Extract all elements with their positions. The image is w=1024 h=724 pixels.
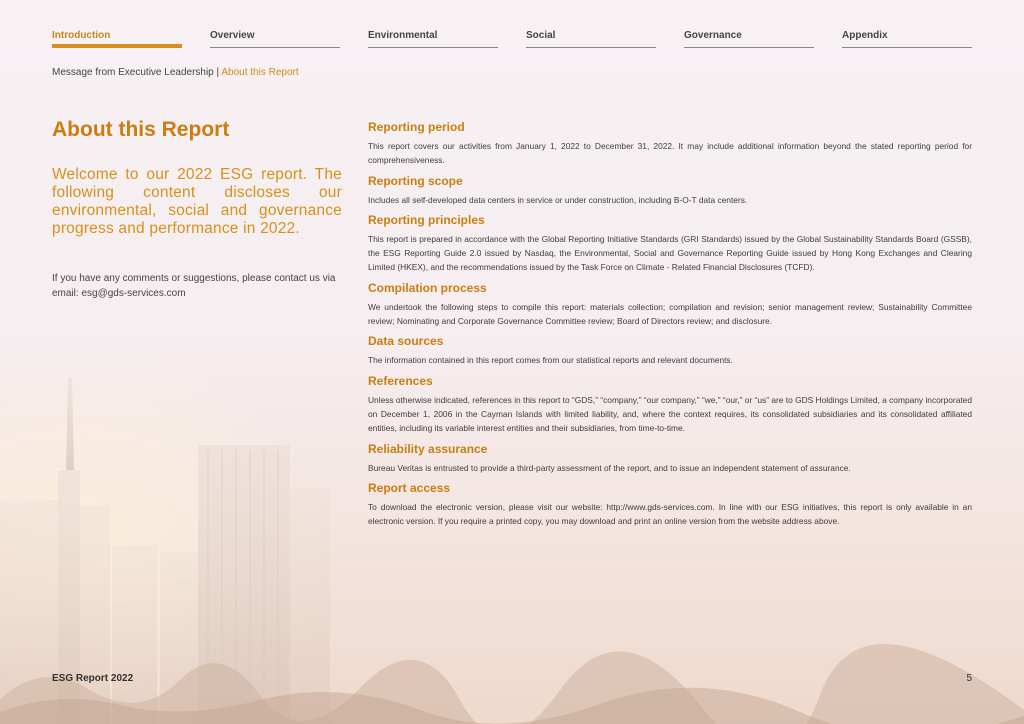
section-heading: Reporting scope — [368, 173, 463, 188]
breadcrumb-parent-link[interactable]: Message from Executive Leadership — [52, 67, 214, 78]
intro-statement: Welcome to our 2022 ESG report. The following content discloses our environmental, social and governance progress and performance in 2022. — [52, 166, 342, 237]
page-number: 5 — [966, 673, 972, 684]
section-body: The information contained in this report comes from our statistical reports and relevant documents. — [368, 355, 733, 366]
section-reporting-period — [368, 120, 972, 168]
section-body: Includes all self-developed data centers in service or under construction, including B-O-T data centers. — [368, 194, 748, 205]
tab-appendix[interactable]: Appendix — [842, 30, 972, 48]
footer-report-name: ESG Report 2022 — [52, 673, 134, 684]
section-body: Unless otherwise indicated, references in this report to “GDS,” “company,” “our company,” “we,” “our,” or “us” are to GDS Holdings Limited, a company incorporated on December 1, 2006 in the Cayman Islands with limited liability, and, where the context requires, its consolidated subsidiaries and its consolidated affiliated entities, including its variable interest entities and their subsidiaries, from time-to-time. — [368, 395, 972, 433]
section-heading: Reporting principles — [368, 213, 485, 228]
contact-note: If you have any comments or suggestions, please contact us via email: esg@gds-services.com — [52, 273, 336, 299]
tab-social[interactable]: Social — [526, 30, 656, 48]
page-title: About this Report — [52, 118, 230, 141]
section-compilation-process — [368, 281, 972, 329]
section-heading: Reliability assurance — [368, 441, 488, 456]
breadcrumb-separator: | — [213, 67, 222, 78]
section-heading: Compilation process — [368, 280, 487, 295]
section-heading: Data sources — [368, 334, 444, 349]
tab-governance[interactable]: Governance — [684, 30, 814, 48]
section-body: We undertook the following steps to compile this report: materials collection; compilation and revision; senior management review; Sustainability Committee review; Nominating and Corporate Governance Committee review; Board of Directors review; and disclosure. — [368, 301, 972, 326]
section-reporting-scope — [368, 174, 972, 208]
tab-environmental[interactable]: Environmental — [368, 30, 498, 48]
section-body: To download the electronic version, please visit our website: http://www.gds-services.com. In line with our ESG initiatives, this report is only available in an electronic version. If you require a printed copy, you may download and print an online version from the website address above. — [368, 502, 972, 527]
section-references — [368, 374, 972, 435]
section-data-sources — [368, 334, 972, 368]
section-heading: Report access — [368, 481, 451, 496]
section-body: This report is prepared in accordance with the Global Reporting Initiative Standards (GRI Standards) issued by the Global Sustainability Standards Board (GSSB), the ESG Reporting Guide 2.0 issued by Nasdaq, the Environmental, Social and Governance Reporting Guide issued by Hong Kong Exchanges and Clearing Limited (HKEX), and the recommendations issued by the Task Force on Climate - Related Financial Disclosures (TCFD). — [368, 234, 972, 272]
section-body: Bureau Veritas is entrusted to provide a third-party assessment of the report, and to issue an independent statement of assurance. — [368, 462, 851, 473]
section-heading: Reporting period — [368, 120, 465, 134]
breadcrumb — [52, 67, 299, 78]
section-body: This report covers our activities from January 1, 2022 to December 31, 2022. It may include additional information beyond the stated reporting period for comprehensiveness. — [368, 141, 972, 165]
section-report-access — [368, 481, 972, 529]
section-nav — [52, 30, 972, 48]
section-reporting-principles — [368, 213, 972, 274]
section-reliability-assurance — [368, 442, 972, 476]
breadcrumb-current-link[interactable]: About this Report — [221, 67, 299, 78]
tab-introduction[interactable]: Introduction — [52, 30, 182, 48]
report-sections — [368, 120, 972, 535]
tab-overview[interactable]: Overview — [210, 30, 340, 48]
section-heading: References — [368, 374, 433, 389]
